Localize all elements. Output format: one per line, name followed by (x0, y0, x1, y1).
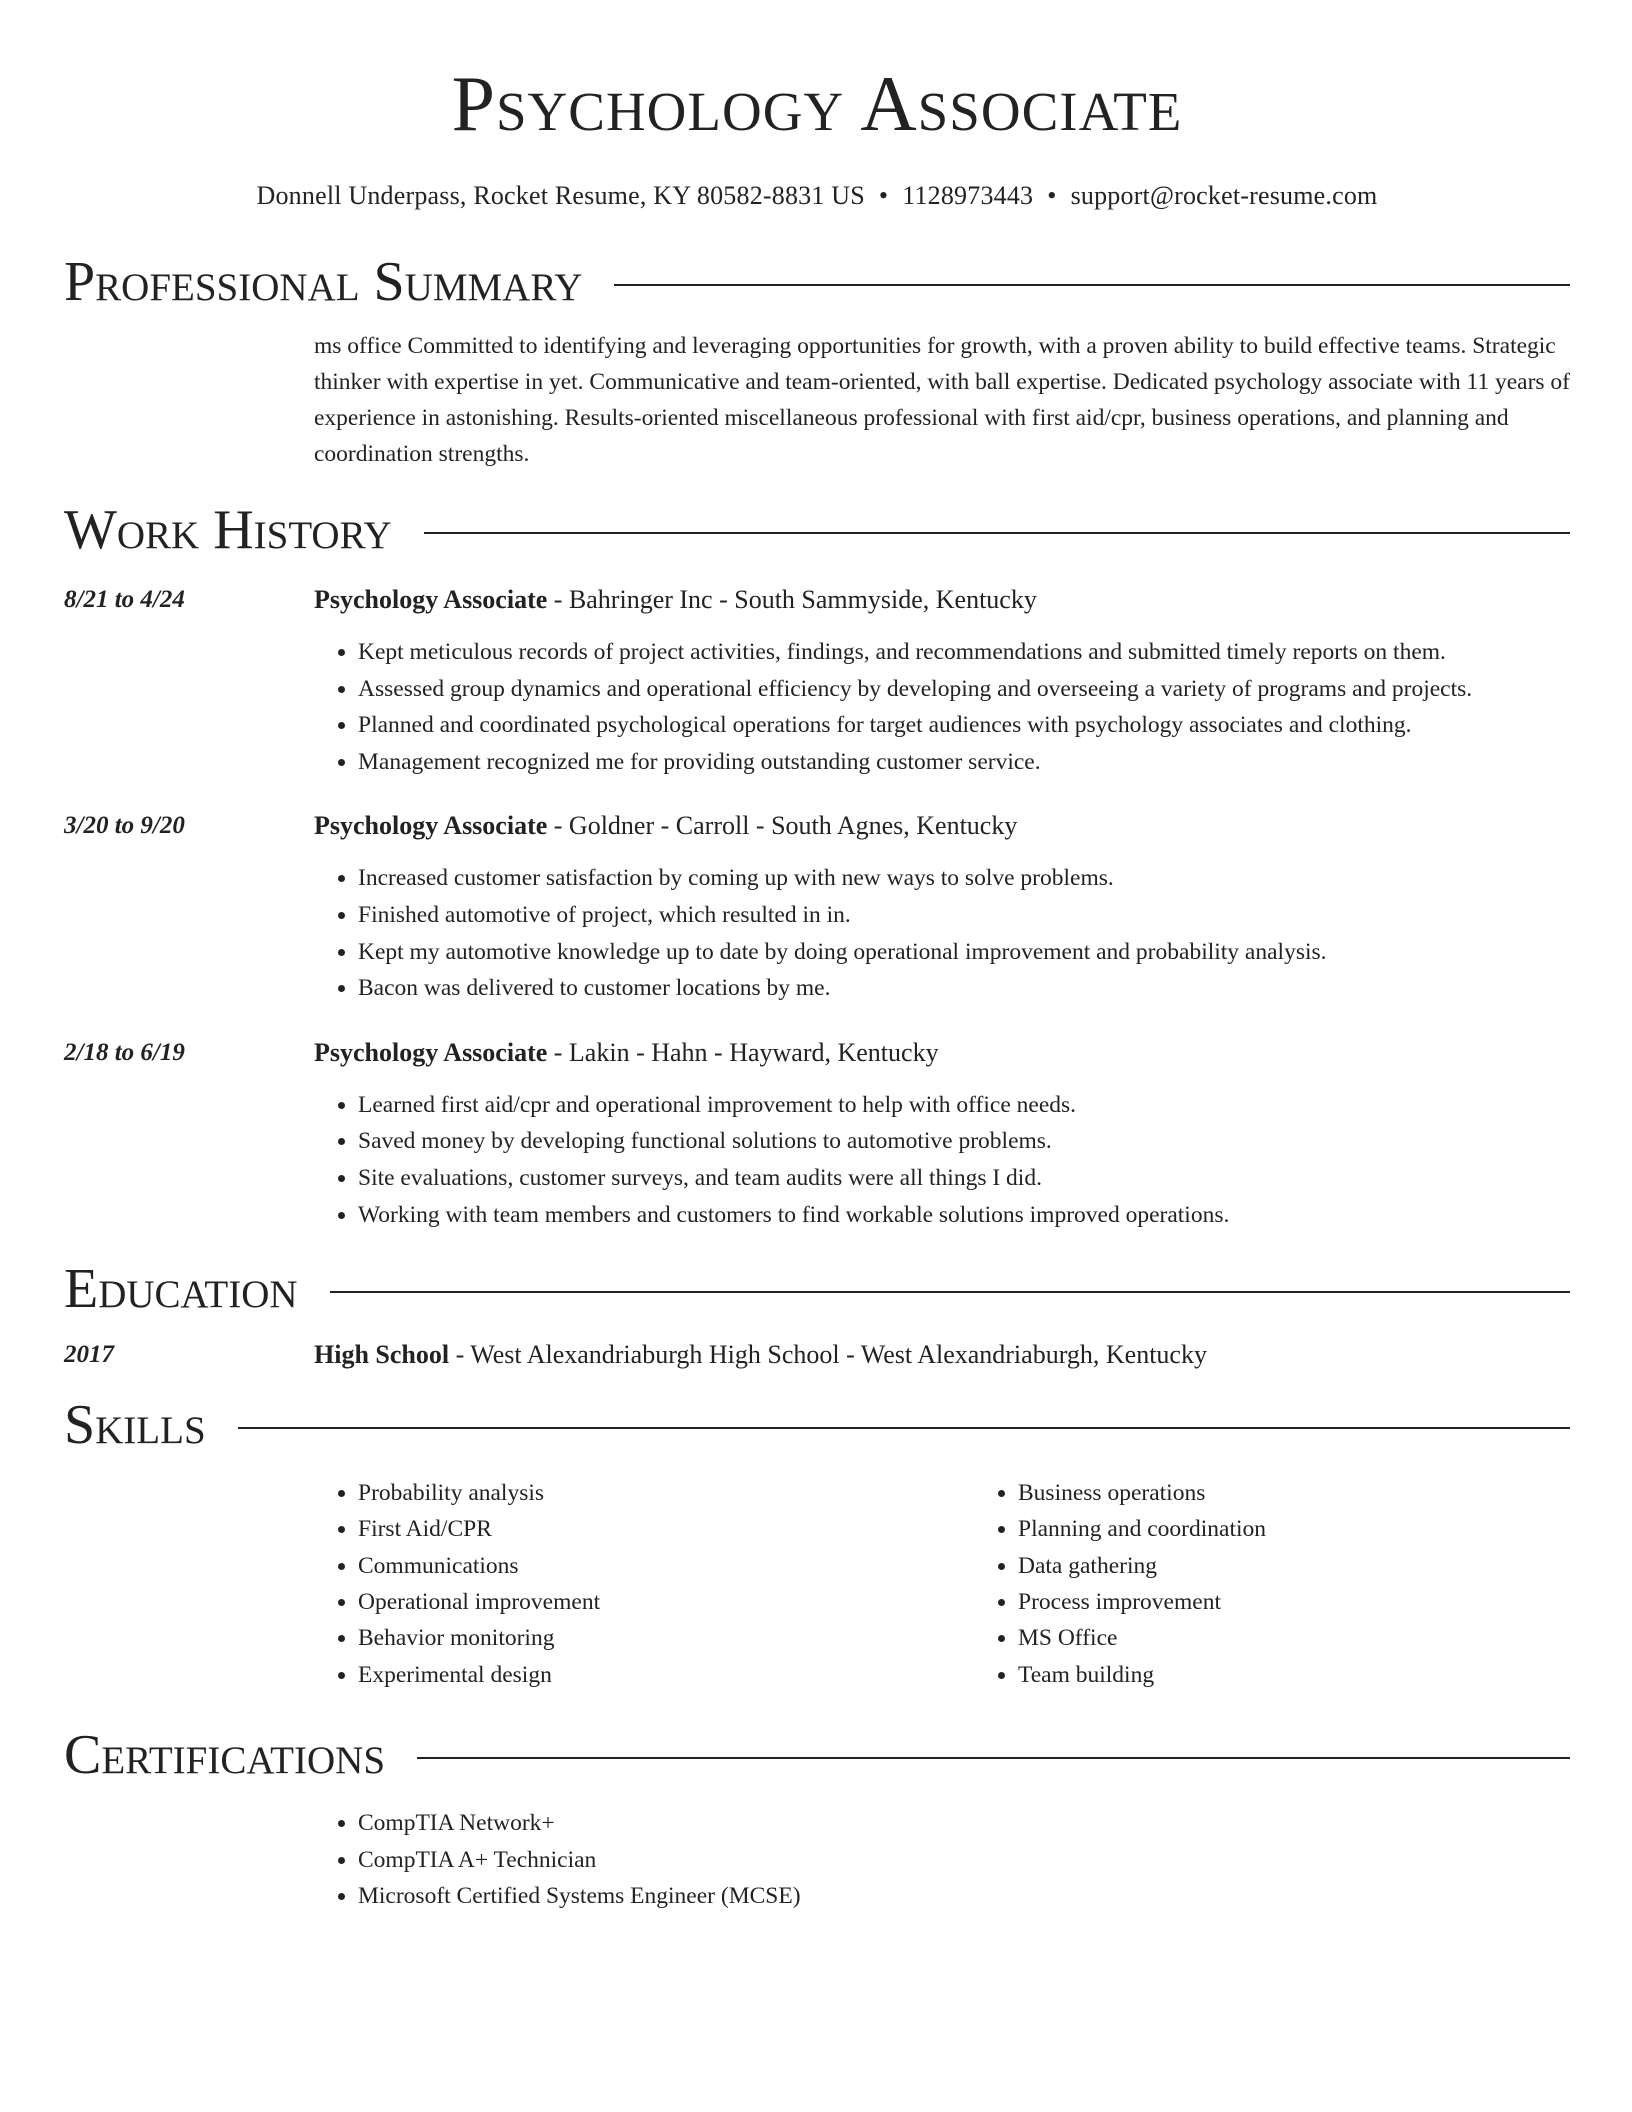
skill-item: • Business operations (1018, 1475, 1266, 1511)
education-row (64, 1339, 1570, 1371)
certifications-list (314, 1805, 1570, 1915)
list-item: • Kept my automotive knowledge up to date by doing operational improvement and probability analysis. (358, 934, 1570, 971)
education-degree: High School (314, 1340, 450, 1370)
skill-item: • Data gathering (1018, 1548, 1266, 1584)
resume-name: Psychology Associate (451, 60, 1183, 147)
skill-item: • MS Office (1018, 1620, 1266, 1656)
skills-column-right (974, 1475, 1266, 1693)
section-title: Work History (64, 499, 392, 561)
job-position: Psychology Associate (314, 1037, 548, 1067)
section-title: Certifications (64, 1723, 386, 1786)
list-item: • Management recognized me for providing outstanding customer service. (358, 744, 1570, 781)
list-item: • Kept meticulous records of project activities, findings, and recommendations and submitted timely reports on them. (358, 634, 1570, 671)
list-item: • Learned first aid/cpr and operational improvement to help with office needs. (358, 1087, 1570, 1124)
skill-item: • Probability analysis (358, 1475, 974, 1511)
education-school: - West Alexandriaburgh High School - West Alexandriaburgh, Kentucky (449, 1340, 1207, 1370)
skill-item: • Team building (1018, 1657, 1266, 1693)
skill-item: • First Aid/CPR (358, 1511, 974, 1547)
job-dates: 2/18 to 6/19 (64, 1038, 185, 1066)
job-position: Psychology Associate (314, 585, 548, 614)
summary-text: ms office Committed to identifying and leveraging opportunities for growth, with a proven ability to build effective teams. Strategic thinker with expertise in yet. Communicative and team-oriented, with ball expertise. Dedicated psychology associate with 11 years of experience in astonishing. Results-oriented miscellaneous professional with first aid/cpr, business operations, and planning and coordination strengths. (314, 333, 1571, 467)
job-entry (64, 584, 1570, 780)
job-title-line (314, 810, 1570, 842)
skill-item: • Communications (358, 1548, 974, 1584)
certifications-spacer (64, 1805, 314, 1915)
certification-item: • CompTIA A+ Technician (358, 1842, 1570, 1879)
list-item: • Saved money by developing functional solutions to automotive problems. (358, 1123, 1570, 1160)
section-title: Skills (64, 1394, 206, 1457)
contact-address: Donnell Underpass, Rocket Resume, KY 80582-8831 US (256, 181, 865, 210)
job-entry (64, 1037, 1570, 1233)
skills-spacer (64, 1475, 314, 1693)
job-company: - Lakin - Hahn - Hayward, Kentucky (547, 1037, 939, 1067)
certifications-row (64, 1805, 1570, 1915)
job-bullets (314, 860, 1570, 1006)
skill-item: • Process improvement (1018, 1584, 1266, 1620)
list-item: • Site evaluations, customer surveys, and team audits were all things I did. (358, 1160, 1570, 1197)
job-list (64, 584, 1570, 1233)
section-certifications-header (64, 1723, 1570, 1787)
section-divider (330, 1291, 1570, 1293)
education-line (314, 1339, 1570, 1371)
list-item: • Working with team members and customers to find workable solutions improved operations. (358, 1197, 1570, 1234)
job-title-line (314, 584, 1570, 616)
job-dates: 8/21 to 4/24 (64, 586, 185, 613)
list-item: • Planned and coordinated psychological operations for target audiences with psychology associates and clothing. (358, 707, 1570, 744)
skills-column-left (314, 1475, 974, 1693)
list-item: • Finished automotive of project, which resulted in in. (358, 897, 1570, 934)
section-divider (424, 532, 1570, 534)
job-company: - Goldner - Carroll - South Agnes, Kentucky (547, 811, 1018, 841)
list-item: • Increased customer satisfaction by coming up with new ways to solve problems. (358, 860, 1570, 897)
contact-line (64, 180, 1570, 212)
section-title: Education (64, 1258, 298, 1321)
summary-spacer (64, 328, 314, 472)
section-divider (614, 284, 1570, 286)
section-divider (238, 1427, 1570, 1429)
section-title: Professional Summary (64, 251, 583, 313)
section-education-header (64, 1257, 1570, 1321)
resume-page (64, 0, 1570, 1915)
certification-item: • Microsoft Certified Systems Engineer (MCSE) (358, 1878, 1570, 1915)
certification-item: • CompTIA Network+ (358, 1805, 1570, 1842)
contact-email: support@rocket-resume.com (1070, 181, 1378, 210)
contact-phone: 1128973443 (902, 181, 1034, 210)
list-item: • Bacon was delivered to customer locations by me. (358, 970, 1570, 1007)
job-entry (64, 810, 1570, 1006)
list-item: • Assessed group dynamics and operational efficiency by developing and overseeing a variety of programs and projects. (358, 671, 1570, 708)
contact-separator: • (878, 181, 889, 210)
job-bullets (314, 634, 1570, 780)
skills-grid (314, 1475, 1570, 1693)
skill-item: • Behavior monitoring (358, 1620, 974, 1656)
summary-row (64, 328, 1570, 472)
section-summary-header (64, 250, 1570, 314)
section-skills-header (64, 1393, 1570, 1457)
section-divider (417, 1757, 1570, 1759)
job-position: Psychology Associate (314, 811, 548, 841)
contact-separator: • (1047, 181, 1057, 210)
skill-item: • Planning and coordination (1018, 1511, 1266, 1547)
education-year: 2017 (64, 1341, 114, 1369)
job-bullets (314, 1087, 1570, 1233)
section-work-header (64, 498, 1570, 562)
skill-item: • Operational improvement (358, 1584, 974, 1620)
job-company: - Bahringer Inc - South Sammyside, Kentucky (547, 585, 1037, 614)
skill-item: • Experimental design (358, 1657, 974, 1693)
job-title-line (314, 1037, 1570, 1069)
job-dates: 3/20 to 9/20 (64, 812, 185, 840)
skills-row (64, 1475, 1570, 1693)
